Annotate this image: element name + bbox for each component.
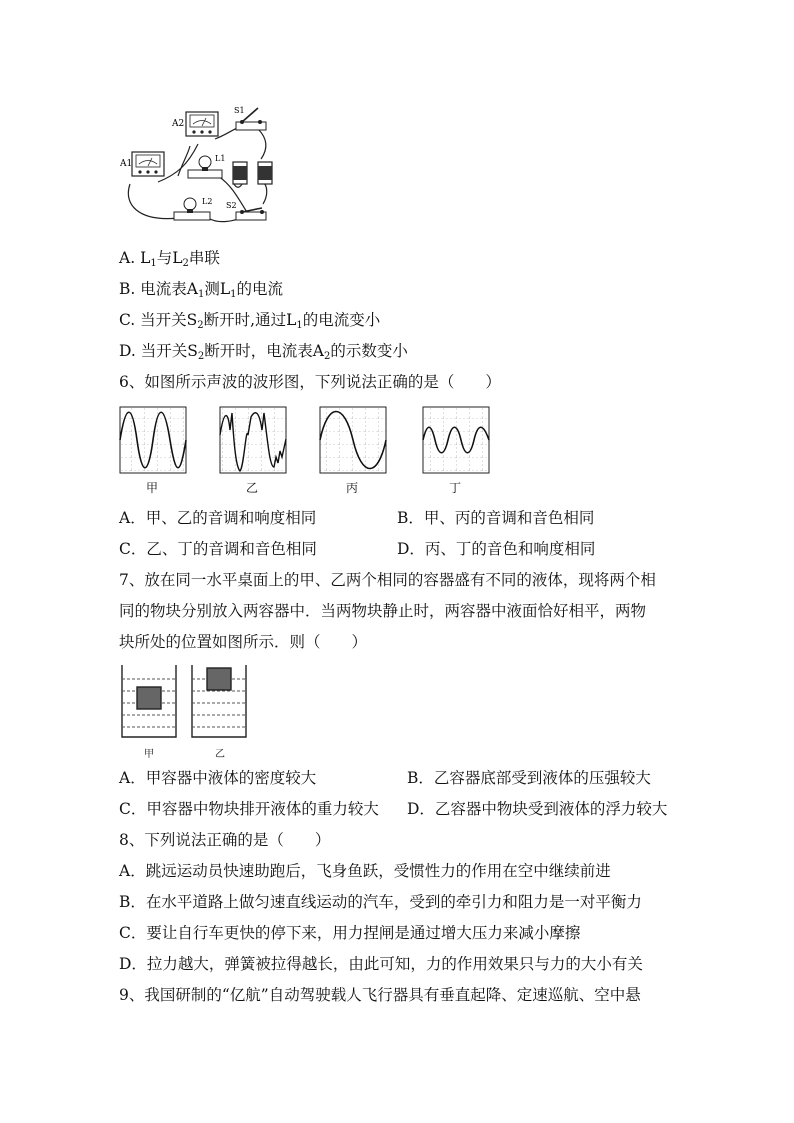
wave-caption-bing: 丙 (346, 481, 359, 495)
container-caption-jia: 甲 (144, 749, 154, 760)
label-s2: S2 (226, 201, 237, 210)
container-caption-yi: 乙 (215, 749, 225, 760)
lamp-l1 (188, 154, 225, 178)
wave-caption-jia: 甲 (146, 481, 159, 495)
battery-pair (233, 162, 272, 184)
wave-caption-ding: 丁 (449, 481, 462, 495)
label-a1: A1 (120, 159, 133, 169)
q8-option-a: A．跳远运动员快速助跑后，飞身鱼跃，受惯性力的作用在空中继续前进 (119, 862, 611, 880)
q7-option-d: D．乙容器中物块受到液体的浮力较大 (407, 800, 668, 818)
q5-option-b: B. 电流表$A_1$测$L_1$的电流 (119, 280, 284, 300)
q8-option-b: B．在水平道路上做匀速直线运动的汽车，受到的牵引力和阻力是一对平衡力 (119, 893, 642, 911)
wave-jia (120, 407, 186, 473)
container-yi (192, 665, 246, 737)
label-l2: L2 (202, 197, 213, 206)
q6-option-c: C．乙、丁的音调和音色相同 (119, 540, 317, 558)
wave-yi (220, 407, 286, 473)
waveform-svg (118, 405, 498, 495)
label-a2: A2 (172, 119, 185, 129)
lamp-l2 (174, 197, 212, 220)
q6-option-d: D．丙、丁的音色和响度相同 (397, 540, 596, 558)
q7-option-c: C．甲容器中物块排开液体的重力较大 (119, 800, 379, 818)
q9-stem: 9、我国研制的“亿航”自动驾驶载人飞行器具有垂直起降、定速巡航、空中悬 (119, 986, 641, 1004)
circuit-diagram (118, 104, 288, 230)
q6-option-a: A．甲、乙的音调和响度相同 (119, 509, 317, 527)
circuit-figure (118, 104, 288, 230)
q5-option-a: A. $L_1$与$L_2$串联 (119, 249, 220, 269)
q7-option-a: A．甲容器中液体的密度较大 (119, 769, 317, 787)
switch-s1 (234, 106, 266, 130)
q8-option-c: C．要让自行车更快的停下来，用力捏闸是通过增大压力来减小摩擦 (119, 924, 581, 942)
q8-option-d: D．拉力越大，弹簧被拉得越长，由此可知，力的作用效果只与力的大小有关 (119, 955, 643, 973)
wave-ding (423, 407, 489, 473)
ammeter-a2 (171, 112, 218, 136)
ammeter-a1 (119, 152, 164, 176)
q5-option-c: C. 当开关$S_2$断开时,通过$L_1$的电流变小 (119, 311, 381, 331)
containers-svg (118, 663, 248, 743)
q6-stem: 6、如图所示声波的波形图，下列说法正确的是（ ） (119, 373, 501, 391)
label-s1: S1 (234, 106, 245, 115)
q7-stem-line-2: 同的物块分别放入两容器中．当两物块静止时，两容器中液面恰好相平，两物 (119, 602, 647, 620)
wave-caption-yi: 乙 (246, 481, 259, 495)
q5-option-d: D. 当开关$S_2$断开时，电流表$A_2$的示数变小 (119, 342, 408, 362)
switch-s2 (226, 201, 266, 220)
label-l1: L1 (215, 154, 226, 163)
q7-stem-line-1: 7、放在同一水平桌面上的甲、乙两个相同的容器盛有不同的液体，现将两个相 (119, 571, 656, 589)
containers-figure (118, 663, 248, 758)
waveform-figures (118, 405, 498, 495)
q7-option-b: B．乙容器底部受到液体的压强较大 (407, 769, 651, 787)
q7-stem-line-3: 块所处的位置如图所示．则（ ） (119, 633, 368, 651)
wave-bing (320, 407, 386, 473)
q8-stem: 8、下列说法正确的是（ ） (119, 831, 331, 849)
container-jia (122, 665, 176, 737)
q6-option-b: B．甲、丙的音调和音色相同 (397, 509, 595, 527)
